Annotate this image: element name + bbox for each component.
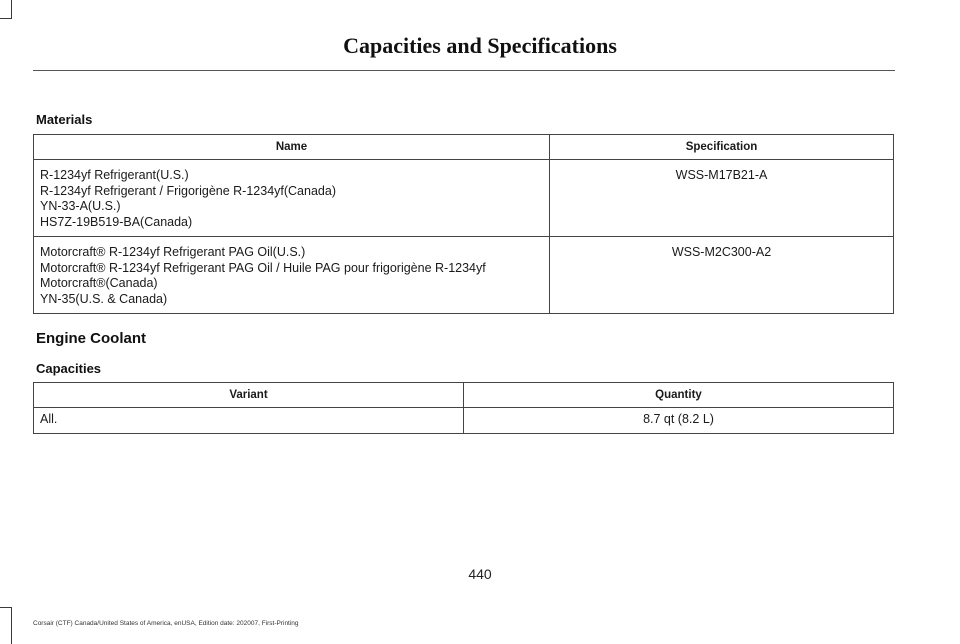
materials-table (33, 134, 894, 314)
coolant-capacities-table (33, 382, 894, 434)
material-specification-cell: WSS-M17B21-A (550, 160, 894, 237)
material-name-line: YN-35(U.S. & Canada) (40, 291, 168, 306)
column-header-specification: Specification (550, 135, 894, 160)
quantity-cell: 8.7 qt (8.2 L) (464, 408, 894, 434)
title-rule (33, 70, 895, 71)
footer-edition-text: Corsair (CTF) Canada/United States of America, enUSA, Edition date: 202007, First-Printing (33, 620, 299, 627)
crop-mark-top-left (0, 0, 12, 19)
material-specification-cell: WSS-M2C300-A2 (550, 237, 894, 314)
material-name-cell (34, 160, 550, 237)
column-header-variant: Variant (34, 383, 464, 408)
material-name-cell (34, 237, 550, 314)
table-row (34, 160, 894, 237)
variant-cell: All. (34, 408, 464, 434)
materials-label: Materials (36, 112, 93, 127)
material-name-line: HS7Z-19B519-BA(Canada) (40, 214, 193, 229)
material-name-line: Motorcraft® R-1234yf Refrigerant PAG Oil(U.S.) (40, 245, 306, 259)
table-header-row (34, 135, 894, 160)
column-header-quantity: Quantity (464, 383, 894, 408)
material-name-line: Motorcraft® R-1234yf Refrigerant PAG Oil / Huile PAG pour frigorigène R-1234yf (40, 260, 486, 275)
engine-coolant-heading: Engine Coolant (36, 330, 146, 347)
material-name-line: R-1234yf Refrigerant / Frigorigène R-1234yf(Canada) (40, 183, 336, 198)
page-title: Capacities and Specifications (343, 33, 617, 58)
capacities-label: Capacities (36, 361, 102, 376)
table-header-row (34, 383, 894, 408)
crop-mark-bottom-left (0, 607, 12, 644)
material-name-line: Motorcraft®(Canada) (40, 276, 158, 290)
page-number: 440 (468, 566, 492, 582)
material-name-line: R-1234yf Refrigerant(U.S.) (40, 168, 189, 182)
table-row (34, 237, 894, 314)
table-row (34, 408, 894, 434)
material-name-line: YN-33-A(U.S.) (40, 199, 121, 213)
column-header-name: Name (34, 135, 550, 160)
